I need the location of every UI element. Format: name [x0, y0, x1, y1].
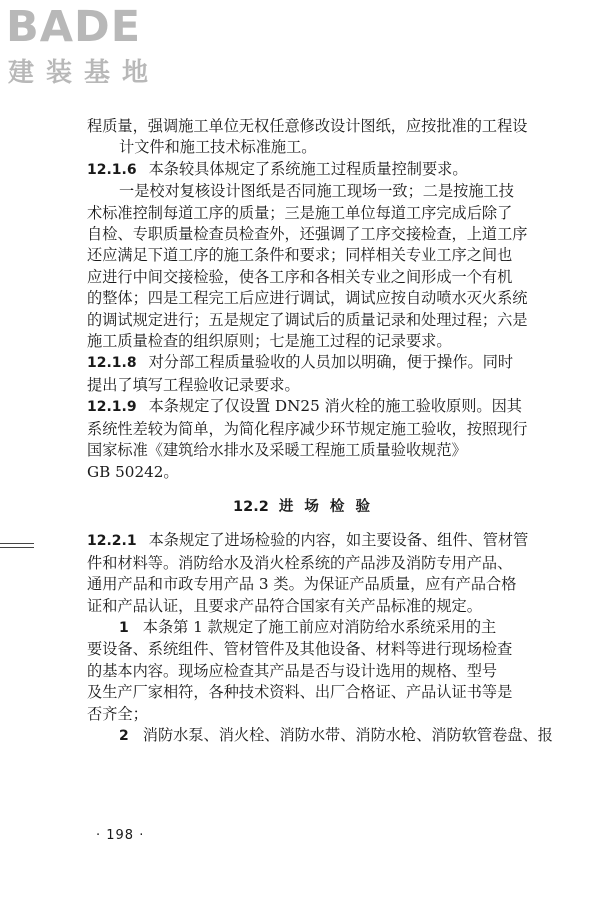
- clause-1219: [87, 396, 522, 418]
- body-line: 否齐全；: [87, 704, 148, 723]
- bade-logo: [6, 4, 176, 94]
- list-number: 1: [119, 619, 129, 636]
- body-line: 证和产品认证，且要求产品符合国家有关产品标准的规定。: [87, 596, 482, 615]
- body-line: 一是校对复核设计图纸是否同施工现场一致；二是按施工技: [119, 182, 514, 201]
- body-line: 本条规定了仅设置 DN25 消火栓的施工验收原则。因其: [148, 397, 522, 416]
- clause-1221: [87, 530, 529, 552]
- body-line: 本条较具体规定了系统施工过程质量控制要求。: [148, 159, 468, 178]
- section-heading: [87, 497, 519, 518]
- body-line: 施工质量检查的组织原则；七是施工过程的记录要求。: [87, 332, 452, 351]
- body-line: 的基本内容。现场应检查其产品是否与设计选用的规格、型号: [87, 661, 498, 680]
- margin-mark: [0, 543, 34, 548]
- body-line: 的调试规定进行；五是规定了调试后的质量记录和处理过程；六是: [87, 310, 528, 329]
- body-line: 件和材料等。消防给水及消火栓系统的产品涉及消防专用产品、: [87, 553, 513, 572]
- body-line: 通用产品和市政专用产品 3 类。为保证产品质量，应有产品合格: [87, 575, 517, 594]
- body-line: 对分部工程质量验收的人员加以明确，便于操作。同时: [148, 353, 514, 372]
- body-line: 计文件和施工技术标准施工。: [119, 138, 317, 157]
- section-title: 进 场 检 验: [278, 498, 373, 515]
- list-item-1: [87, 617, 519, 639]
- body-line: 还应满足下道工序的施工条件和要求；同样相关专业工序之间也: [87, 246, 513, 265]
- clause-1216: [87, 159, 519, 181]
- page-number: · 198 ·: [96, 828, 145, 843]
- body-line: 提出了填写工程验收记录要求。: [87, 375, 300, 394]
- clause-number: 12.1.9: [87, 399, 137, 416]
- body-line: 及生产厂家相符，各种技术资料、出厂合格证、产品认证书等是: [87, 683, 513, 702]
- body-line: 要设备、系统组件、管材管件及其他设备、材料等进行现场检查: [87, 640, 513, 659]
- body-line: 自检、专职质量检查员检查外，还强调了工序交接检查，上道工序: [87, 225, 528, 244]
- body-line: 消防水泵、消火栓、消防水带、消防水枪、消防软管卷盘、报: [142, 725, 553, 744]
- body-line: 的整体；四是工程完工后应进行调试，调试应按自动喷水灭火系统: [87, 289, 528, 308]
- page-body: [87, 116, 553, 747]
- body-line: GB 50242。: [87, 462, 179, 481]
- body-line: 术标准控制每道工序的质量；三是施工单位每道工序完成后除了: [87, 203, 513, 222]
- body-line: 本条第 1 款规定了施工前应对消防给水系统采用的主: [142, 617, 497, 636]
- logo-brand-text: BADE: [6, 2, 142, 52]
- body-line: 应进行中间交接检验，使各工序和各相关专业之间形成一个有机: [87, 267, 513, 286]
- section-number: 12.2: [233, 498, 269, 515]
- list-number: 2: [119, 727, 129, 744]
- body-line: 本条规定了进场检验的内容，如主要设备、组件、管材管: [148, 531, 529, 550]
- body-line: 系统性差较为简单，为简化程序减少环节规定施工验收，按照现行: [87, 419, 528, 438]
- clause-number: 12.1.8: [87, 355, 137, 372]
- clause-1218: [87, 352, 519, 374]
- body-line: 国家标准《建筑给水排水及采暖工程施工质量验收规范》: [87, 441, 467, 460]
- list-item-2: [87, 725, 553, 747]
- body-line: 程质量，强调施工单位无权任意修改设计图纸，应按批准的工程设: [87, 117, 528, 135]
- logo-subtitle-text: 建装基地: [8, 58, 161, 88]
- clause-number: 12.2.1: [87, 533, 137, 550]
- clause-number: 12.1.6: [87, 161, 137, 178]
